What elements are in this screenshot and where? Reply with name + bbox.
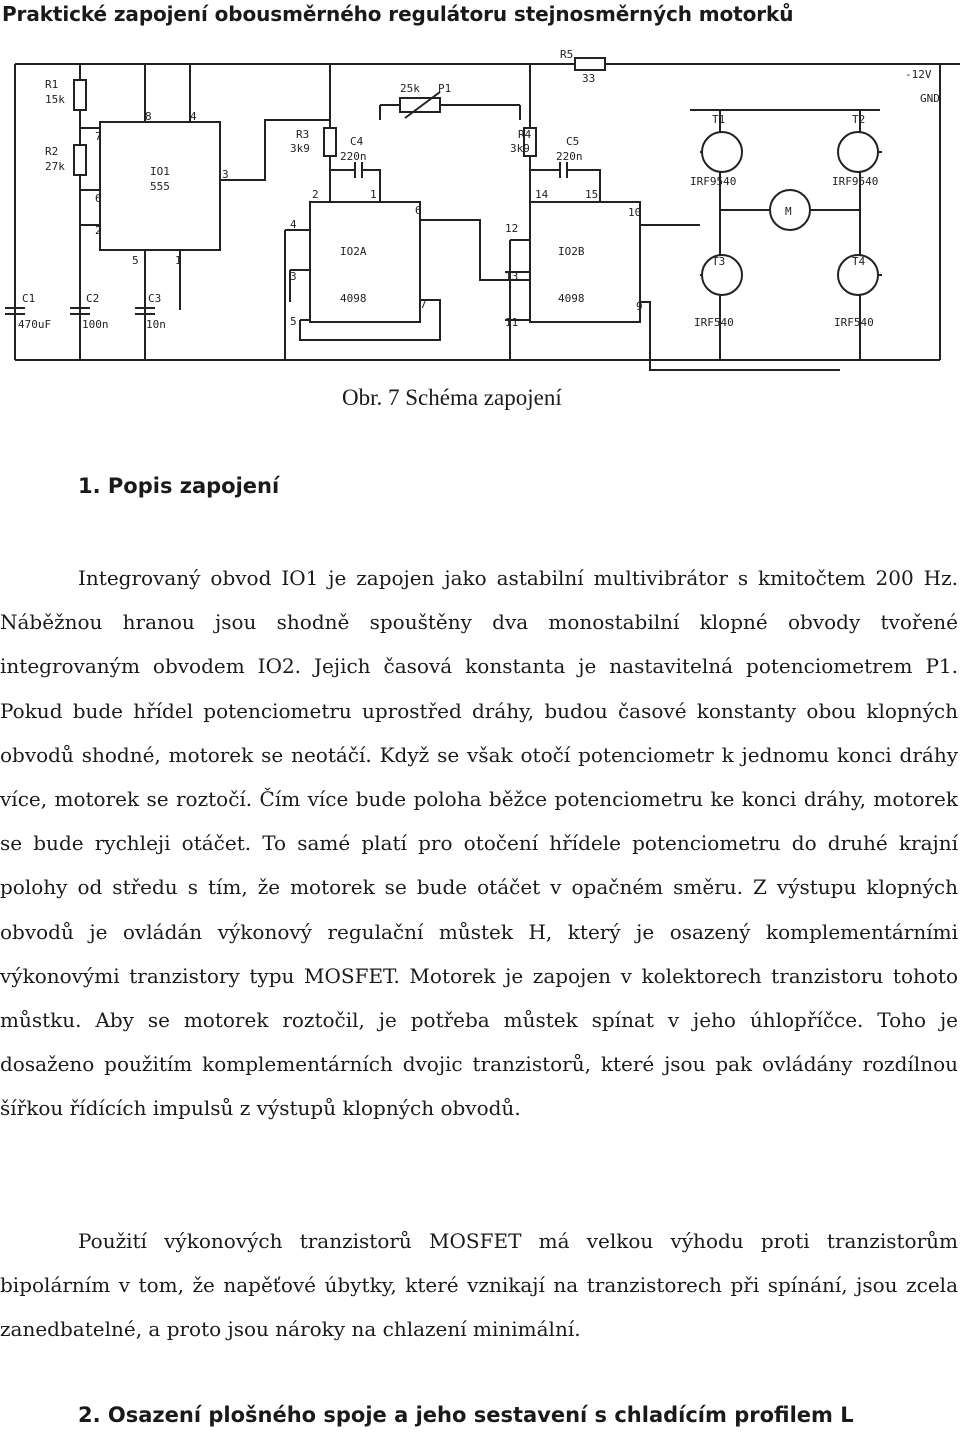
io2b-label: IO2B (558, 245, 585, 258)
t3-value: IRF540 (694, 316, 734, 329)
c3-value: 10n (146, 318, 166, 331)
t2-label: T2 (852, 113, 866, 126)
io1-value: 555 (150, 180, 170, 193)
r1-label: R1 (45, 78, 59, 91)
pin-label: 1 (175, 254, 182, 267)
c5-value: 220n (556, 150, 583, 163)
pin-label: 5 (132, 254, 139, 267)
pin-label: 2 (312, 188, 319, 201)
paragraph-1: Integrovaný obvod IO1 je zapojen jako astabilní multivibrátor s kmitočtem 200 Hz. Náběžnou hranou jsou shodně spouštěny dva monostabilní klopné obvody tvořené integrovaným obvodem IO2. Jejich časová konstanta je nastavitelná potenciometrem P1. Pokud bude hřídel potenciometru uprostřed dráhy, budou časové konstanty obou klopných obvodů shodné, motorek se neotáčí. Když se však otočí potenciometr k jednomu konci dráhy více, motorek se roztočí. Čím více bude poloha běžce potenciometru ke konci dráhy, motorek se bude rychleji otáčet. To samé platí pro otočení hřídele potenciometru do druhé krajní polohy od středu s tím, že motorek se bude otáčet v opačném směru. Z výstupu klopných obvodů je ovládán výkonový regulační můstek H, který je osazený komplementárními výkonovými tranzistory typu MOSFET. Motorek je zapojen v kolektorech tranzistoru tohoto můstku. Aby se motorek roztočil, je potřeba můstek spínat v jeho úhlopříčce. Toho je dosaženo použitím komplementárních dvojic tranzistorů, které jsou pak ovládány rozdílnou šířkou řídících impulsů z výstupů klopných obvodů. (0, 566, 958, 1121)
pin-label: 4 (190, 110, 197, 123)
r2-label: R2 (45, 145, 59, 158)
pin-label: 11 (505, 316, 519, 329)
t4-value: IRF540 (834, 316, 874, 329)
r4-value: 3k9 (510, 142, 530, 155)
section-1-heading: 1. Popis zapojení (78, 474, 280, 498)
r5-value: 33 (582, 72, 596, 85)
io2a-label: IO2A (340, 245, 367, 258)
r3-value: 3k9 (290, 142, 310, 155)
p1-value: 25k (400, 82, 420, 95)
r2-value: 27k (45, 160, 65, 173)
pin-label: 10 (628, 206, 642, 219)
pin-label: 3 (222, 168, 229, 181)
pin-label: 5 (290, 315, 297, 328)
pin-label: 9 (636, 300, 643, 313)
pin-label: 2 (95, 224, 102, 237)
circuit-schematic (0, 50, 960, 380)
c2-value: 100n (82, 318, 109, 331)
io1-label: IO1 (150, 165, 170, 178)
schematic-labels (18, 50, 940, 331)
pin-label: 3 (290, 270, 297, 283)
pin-label: 13 (505, 270, 519, 283)
c3-label: C3 (148, 292, 162, 305)
t1-label: T1 (712, 113, 726, 126)
page-title: Praktické zapojení obousměrného regulátoru stejnosměrných motorků (2, 2, 794, 26)
r3-label: R3 (296, 128, 310, 141)
c2-label: C2 (86, 292, 100, 305)
pin-label: 15 (585, 188, 599, 201)
pin-label: 4 (290, 218, 297, 231)
pin-label: 14 (535, 188, 549, 201)
motor-label: M (785, 205, 792, 218)
pin-label: 7 (95, 130, 102, 143)
r5-label: R5 (560, 50, 574, 61)
t3-label: T3 (712, 255, 726, 268)
c5-label: C5 (566, 135, 580, 148)
paragraph-2: Použití výkonových tranzistorů MOSFET má velkou výhodu proti tranzistorům bipolárním v tom, že napěťové úbytky, které vznikají na tranzistorech při spínání, jsou zcela zanedbatelné, a proto jsou nároky na chlazení minimální. (0, 1229, 958, 1342)
pin-label: 1 (370, 188, 377, 201)
gnd-label: GND (920, 92, 940, 105)
section-2-heading: 2. Osazení plošného spoje a jeho sestavení s chladícím profilem L (78, 1403, 854, 1427)
figure-caption: Obr. 7 Schéma zapojení (342, 385, 562, 410)
pin-label: 7 (420, 298, 427, 311)
pin-label: 6 (95, 192, 102, 205)
io2b-value: 4098 (558, 292, 585, 305)
pin-label: 12 (505, 222, 519, 235)
c4-label: C4 (350, 135, 364, 148)
pin-label: 8 (145, 110, 152, 123)
io2a-value: 4098 (340, 292, 367, 305)
pin-label: 6 (415, 204, 422, 217)
c4-value: 220n (340, 150, 367, 163)
t1-value: IRF9540 (690, 175, 737, 188)
supply-label: -12V (905, 68, 932, 81)
t4-label: T4 (852, 255, 866, 268)
r1-value: 15k (45, 93, 65, 106)
c1-value: 470uF (18, 318, 52, 331)
c1-label: C1 (22, 292, 36, 305)
p1-label: P1 (438, 82, 452, 95)
t2-value: IRF9540 (832, 175, 879, 188)
r4-label: R4 (518, 128, 532, 141)
